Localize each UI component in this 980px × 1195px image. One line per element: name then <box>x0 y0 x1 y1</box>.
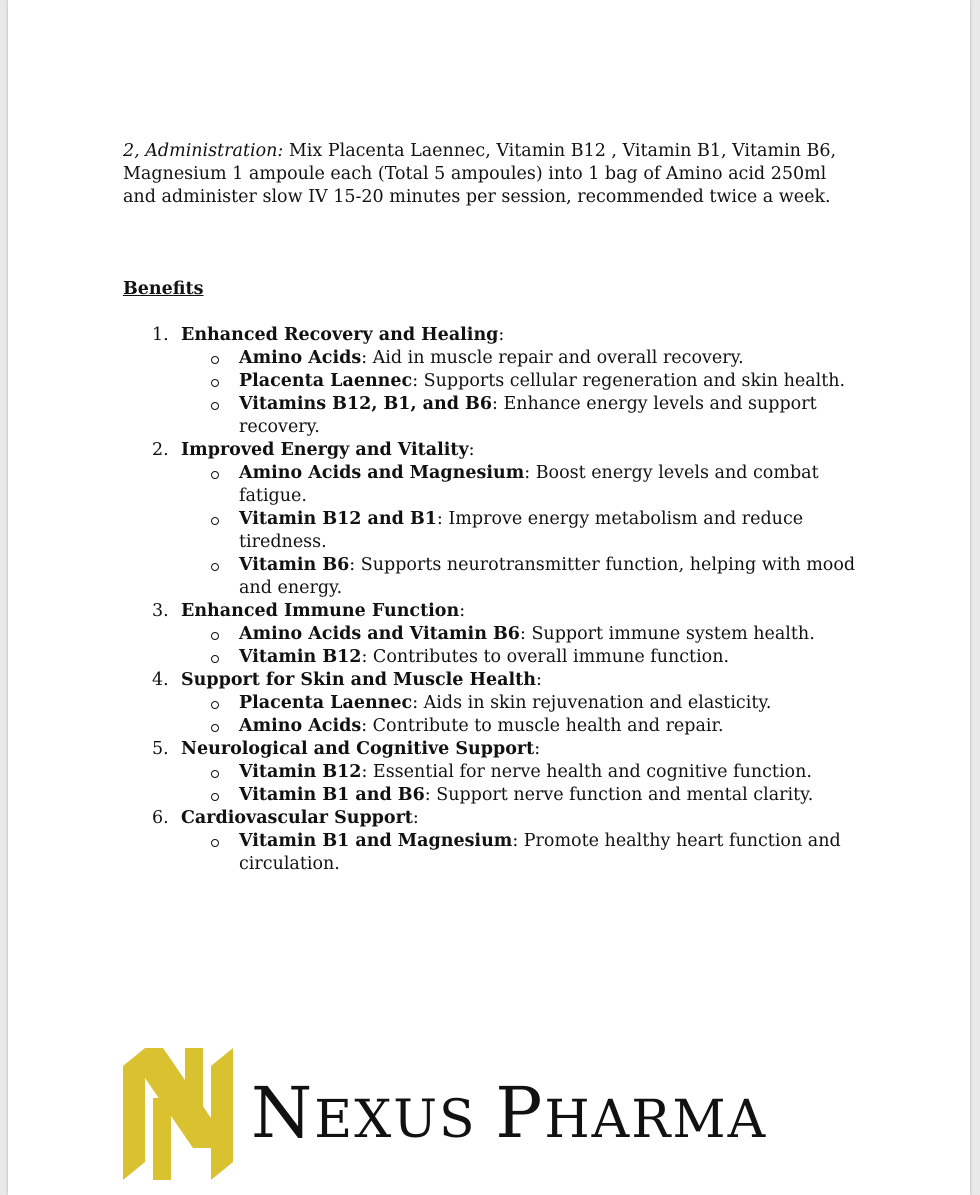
benefit-items-list <box>181 462 863 600</box>
benefit-item-description: : Supports cellular regeneration and skin health. <box>412 371 846 391</box>
company-logo <box>123 1048 853 1183</box>
benefit-item-description: : Support immune system health. <box>519 624 815 644</box>
benefit-item-description: : Enhance energy levels and support recovery. <box>239 394 817 437</box>
circle-bullet-icon <box>211 379 219 387</box>
benefit-item <box>181 370 863 393</box>
benefit-item <box>181 554 863 600</box>
benefit-item-name: Vitamin B12 <box>239 647 362 667</box>
document-page <box>8 0 970 1195</box>
benefit-number: 3. <box>152 601 169 621</box>
benefit-item-description: : Aids in skin rejuvenation and elasticity. <box>412 693 772 713</box>
benefit-category: 6. Cardiovascular Support: Vitamin B1 and Magnesium: Promote healthy heart function and circulation. <box>123 807 863 876</box>
benefit-item <box>181 347 863 370</box>
circle-bullet-icon <box>211 402 219 410</box>
benefit-item-name: Vitamin B12 and B1 <box>239 509 437 529</box>
benefit-item-description: : Essential for nerve health and cognitive function. <box>361 762 812 782</box>
benefit-item <box>181 715 863 738</box>
benefit-category-title: Cardiovascular Support <box>181 808 413 828</box>
document-content <box>123 140 863 876</box>
benefit-category-title: Support for Skin and Muscle Health <box>181 670 536 690</box>
benefit-item <box>181 784 863 807</box>
administration-lead: 2, Administration: <box>123 141 284 161</box>
benefit-item-name: Vitamin B1 and Magnesium <box>239 831 513 851</box>
benefit-item-name: Amino Acids and Vitamin B6 <box>239 624 520 644</box>
benefit-items-list <box>181 761 863 807</box>
benefit-item <box>181 462 863 508</box>
circle-bullet-icon <box>211 839 219 847</box>
benefit-item-name: Amino Acids and Magnesium <box>239 463 525 483</box>
benefit-item-name: Placenta Laennec <box>239 371 413 391</box>
circle-bullet-icon <box>211 356 219 364</box>
benefit-category-title: Improved Energy and Vitality <box>181 440 469 460</box>
benefit-number: 2. <box>152 440 169 460</box>
benefit-item-description: : Contributes to overall immune function. <box>361 647 730 667</box>
benefit-number: 1. <box>152 325 169 345</box>
benefit-items-list <box>181 347 863 439</box>
benefit-item-name: Amino Acids <box>239 348 362 368</box>
benefits-list <box>123 324 863 876</box>
circle-bullet-icon <box>211 632 219 640</box>
benefit-item-description: : Aid in muscle repair and overall recovery. <box>361 348 744 368</box>
benefit-item-description: : Boost energy levels and combat fatigue. <box>239 463 819 506</box>
benefit-category: 1. Enhanced Recovery and Healing: Amino Acids: Aid in muscle repair and overall recovery. Placenta Laennec: Supports cellular regeneration and skin health. Vitamins B12, B1, and B6: Enhance energy levels and support recovery. <box>123 324 863 439</box>
benefit-number: 4. <box>152 670 169 690</box>
benefits-heading: Benefits <box>123 279 204 299</box>
circle-bullet-icon <box>211 471 219 479</box>
benefit-category: 3. Enhanced Immune Function: Amino Acids and Vitamin B6: Support immune system health. Vitamin B12: Contributes to overall immune function. <box>123 600 863 669</box>
logo-word-exus: EXUS <box>314 1090 477 1150</box>
circle-bullet-icon <box>211 793 219 801</box>
benefit-item-name: Vitamin B12 <box>239 762 362 782</box>
benefit-items-list <box>181 692 863 738</box>
benefit-category-title: Enhanced Immune Function <box>181 601 460 621</box>
benefit-category: 5. Neurological and Cognitive Support: Vitamin B12: Essential for nerve health and cognitive function. Vitamin B1 and B6: Support nerve function and mental clarity. <box>123 738 863 807</box>
logo-letter-n: N <box>251 1072 315 1154</box>
circle-bullet-icon <box>211 655 219 663</box>
benefit-category-title: Enhanced Recovery and Healing <box>181 325 499 345</box>
circle-bullet-icon <box>211 517 219 525</box>
logo-word-harma: HARMA <box>544 1090 768 1150</box>
benefit-category: 2. Improved Energy and Vitality: Amino Acids and Magnesium: Boost energy levels and combat fatigue. Vitamin B12 and B1: Improve energy metabolism and reduce tiredness. Vitamin B6: Supports neurotransmitter function, helping with mood and energy. <box>123 439 863 600</box>
benefit-item-description: : Supports neurotransmitter function, helping with mood and energy. <box>239 555 856 598</box>
benefit-item-description: : Improve energy metabolism and reduce tiredness. <box>239 509 804 552</box>
benefit-item <box>181 393 863 439</box>
circle-bullet-icon <box>211 701 219 709</box>
benefit-item <box>181 646 863 669</box>
benefit-item <box>181 623 863 646</box>
benefit-category-title: Neurological and Cognitive Support <box>181 739 535 759</box>
benefit-item-name: Placenta Laennec <box>239 693 413 713</box>
benefit-item-description: : Support nerve function and mental clarity. <box>424 785 814 805</box>
benefit-items-list <box>181 830 863 876</box>
benefit-item-description: : Promote healthy heart function and circulation. <box>239 831 841 874</box>
nexus-pharma-logo-mark-icon <box>123 1048 233 1180</box>
benefit-item-name: Amino Acids <box>239 716 362 736</box>
circle-bullet-icon <box>211 563 219 571</box>
benefit-item-name: Vitamin B6 <box>239 555 350 575</box>
administration-text: Mix Placenta Laennec, Vitamin B12 , Vitamin B1, Vitamin B6, Magnesium 1 ampoule each (Total 5 ampoules) into 1 bag of Amino acid 250ml and administer slow IV 15-20 minutes per session, recommended twice a week. <box>123 141 837 207</box>
benefit-number: 5. <box>152 739 169 759</box>
benefit-item <box>181 830 863 876</box>
logo-wordmark <box>251 1072 768 1155</box>
benefit-number: 6. <box>152 808 169 828</box>
benefit-item-name: Vitamins B12, B1, and B6 <box>239 394 493 414</box>
benefit-item <box>181 692 863 715</box>
benefit-items-list <box>181 623 863 669</box>
benefit-item-description: : Contribute to muscle health and repair. <box>361 716 724 736</box>
administration-paragraph <box>123 140 863 209</box>
benefit-item <box>181 761 863 784</box>
logo-letter-p: P <box>495 1072 545 1154</box>
benefit-item <box>181 508 863 554</box>
circle-bullet-icon <box>211 770 219 778</box>
benefit-category: 4. Support for Skin and Muscle Health: Placenta Laennec: Aids in skin rejuvenation and elasticity. Amino Acids: Contribute to muscle health and repair. <box>123 669 863 738</box>
circle-bullet-icon <box>211 724 219 732</box>
benefit-item-name: Vitamin B1 and B6 <box>239 785 425 805</box>
